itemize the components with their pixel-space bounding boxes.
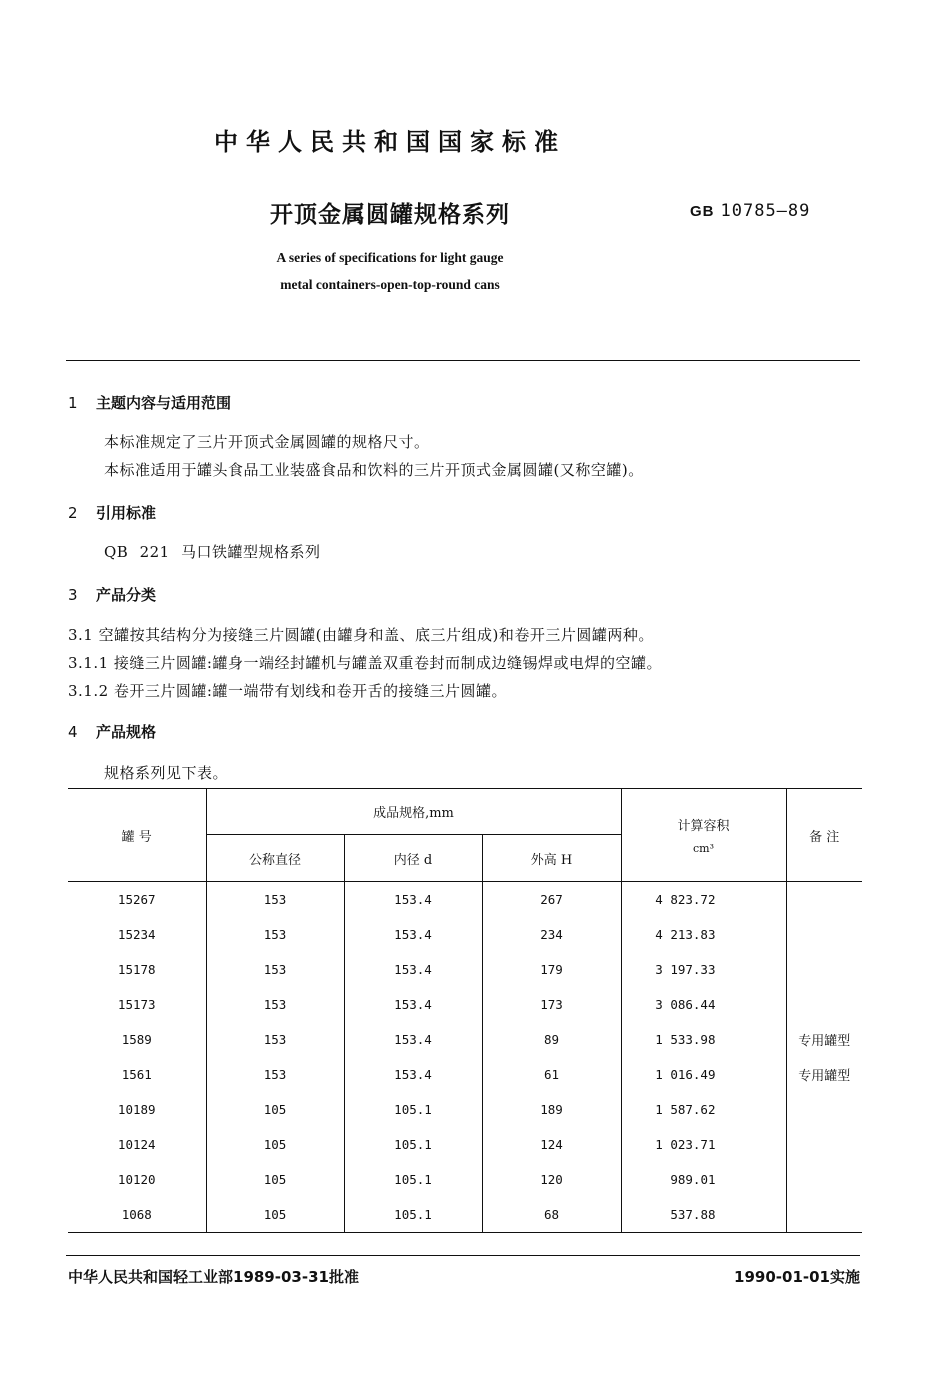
header-rule	[66, 360, 860, 361]
cell-can-number: 1068	[121, 1207, 152, 1222]
cell-can-number: 10189	[117, 1102, 156, 1117]
section-4-number: 4	[68, 723, 78, 741]
cell-inner-diameter: 105.1	[344, 1092, 482, 1127]
table-row	[68, 882, 862, 918]
section-1-title: 主题内容与适用范围	[96, 394, 232, 412]
cell-remark	[786, 882, 862, 918]
table-row	[68, 1092, 862, 1127]
section-2-number: 2	[68, 504, 78, 522]
cell-volume: 989.01	[621, 1162, 786, 1197]
table-intro: 规格系列见下表。	[104, 764, 229, 782]
footer-rule	[66, 1255, 860, 1256]
cell-remark	[786, 1127, 862, 1162]
cell-inner-diameter: 153.4	[344, 952, 482, 987]
cell-inner-diameter: 153.4	[344, 1057, 482, 1092]
cell-outer-height: 124	[482, 1127, 621, 1162]
referenced-standard: QB 221 马口铁罐型规格系列	[104, 543, 321, 561]
cell-outer-height: 61	[482, 1057, 621, 1092]
cell-nominal-diameter: 153	[206, 987, 344, 1022]
cell-outer-height: 189	[482, 1092, 621, 1127]
header-remark: 备 注	[786, 789, 862, 882]
cell-nominal-diameter: 105	[206, 1127, 344, 1162]
cell-remark: 专用罐型	[786, 1022, 862, 1057]
cell-inner-diameter: 105.1	[344, 1127, 482, 1162]
cell-nominal-diameter: 153	[206, 1022, 344, 1057]
cell-can-number: 15234	[117, 927, 156, 942]
cell-volume: 1 016.49	[621, 1057, 786, 1092]
cell-volume: 1 587.62	[621, 1092, 786, 1127]
specification-table	[68, 788, 862, 1233]
clause-3-1-2: 3.1.2 卷开三片圆罐:罐一端带有划线和卷开舌的接缝三片圆罐。	[68, 682, 507, 700]
cell-outer-height: 89	[482, 1022, 621, 1057]
table-row	[68, 1022, 862, 1057]
standard-code: GB	[690, 203, 715, 220]
cell-nominal-diameter: 153	[206, 952, 344, 987]
table-row	[68, 917, 862, 952]
cell-inner-diameter: 105.1	[344, 1162, 482, 1197]
cell-remark: 专用罐型	[786, 1057, 862, 1092]
cell-can-number: 15173	[117, 997, 156, 1012]
cell-volume: 3 086.44	[621, 987, 786, 1022]
cell-outer-height: 173	[482, 987, 621, 1022]
header-inner-diameter: 内径 d	[344, 835, 482, 882]
header-volume	[621, 789, 786, 882]
cell-can-number: 1589	[121, 1032, 152, 1047]
cell-volume: 1 533.98	[621, 1022, 786, 1057]
effective-date-line: 1990-01-01实施	[734, 1268, 860, 1286]
section-3-heading	[68, 584, 156, 605]
section-2-title: 引用标准	[96, 504, 157, 522]
cell-can-number: 10124	[117, 1137, 156, 1152]
cell-volume: 4 213.83	[621, 917, 786, 952]
table-row	[68, 987, 862, 1022]
header-outer-height: 外高 H	[482, 835, 621, 882]
clause-3-1: 3.1 空罐按其结构分为接缝三片圆罐(由罐身和盖、底三片组成)和卷开三片圆罐两种。	[68, 626, 654, 644]
cell-can-number: 1561	[121, 1067, 152, 1082]
table-row	[68, 1057, 862, 1092]
section-2-heading	[68, 502, 156, 523]
cell-inner-diameter: 153.4	[344, 1022, 482, 1057]
cell-inner-diameter: 153.4	[344, 987, 482, 1022]
table-row	[68, 1127, 862, 1162]
cell-volume: 1 023.71	[621, 1127, 786, 1162]
cell-nominal-diameter: 105	[206, 1162, 344, 1197]
cell-inner-diameter: 105.1	[344, 1197, 482, 1233]
header-can-number: 罐 号	[121, 829, 152, 845]
document-title: 开顶金属圆罐规格系列	[270, 202, 510, 228]
cell-can-number: 10120	[117, 1172, 156, 1187]
cell-outer-height: 179	[482, 952, 621, 987]
cell-nominal-diameter: 153	[206, 882, 344, 918]
english-title-line-1: A series of specifications for light gauge	[276, 250, 504, 265]
cell-can-number: 15178	[117, 962, 156, 977]
cell-nominal-diameter: 153	[206, 1057, 344, 1092]
cell-nominal-diameter: 153	[206, 917, 344, 952]
table-row	[68, 1197, 862, 1233]
approval-line: 中华人民共和国轻工业部1989-03-31批准	[68, 1268, 359, 1286]
cell-can-number: 15267	[117, 892, 156, 907]
section-3-title: 产品分类	[96, 586, 157, 604]
header-spec-group: 成品规格,mm	[206, 789, 621, 835]
table-row	[68, 1162, 862, 1197]
section-4-heading	[68, 721, 156, 742]
cell-outer-height: 120	[482, 1162, 621, 1197]
issuing-body: 中华人民共和国国家标准	[214, 128, 566, 156]
header-volume-unit: cm³	[692, 842, 714, 855]
cell-inner-diameter: 153.4	[344, 882, 482, 918]
cell-nominal-diameter: 105	[206, 1092, 344, 1127]
table-row	[68, 952, 862, 987]
cell-inner-diameter: 153.4	[344, 917, 482, 952]
cell-remark	[786, 917, 862, 952]
section-1-paragraph-2: 本标准适用于罐头食品工业装盛食品和饮料的三片开顶式金属圆罐(又称空罐)。	[104, 461, 644, 479]
cell-outer-height: 68	[482, 1197, 621, 1233]
cell-remark	[786, 1197, 862, 1233]
cell-volume: 537.88	[621, 1197, 786, 1233]
cell-volume: 3 197.33	[621, 952, 786, 987]
clause-3-1-1: 3.1.1 接缝三片圆罐:罐身一端经封罐机与罐盖双重卷封而制成边缝锡焊或电焊的空罐。	[68, 654, 662, 672]
section-1-paragraph-1: 本标准规定了三片开顶式金属圆罐的规格尺寸。	[104, 433, 430, 451]
standard-number	[690, 201, 810, 221]
cell-volume: 4 823.72	[621, 882, 786, 918]
section-4-title: 产品规格	[96, 723, 157, 741]
cell-remark	[786, 987, 862, 1022]
cell-remark	[786, 952, 862, 987]
section-3-number: 3	[68, 586, 78, 604]
section-1-heading	[68, 392, 231, 413]
cell-nominal-diameter: 105	[206, 1197, 344, 1233]
section-1-number: 1	[68, 394, 78, 412]
header-volume-label: 计算容积	[677, 819, 730, 834]
cell-remark	[786, 1092, 862, 1127]
english-title-line-2: metal containers-open-top-round cans	[280, 277, 500, 292]
cell-outer-height: 234	[482, 917, 621, 952]
standard-number-value: 10785—89	[720, 201, 811, 221]
cell-outer-height: 267	[482, 882, 621, 918]
header-nominal-diameter: 公称直径	[206, 835, 344, 882]
cell-remark	[786, 1162, 862, 1197]
